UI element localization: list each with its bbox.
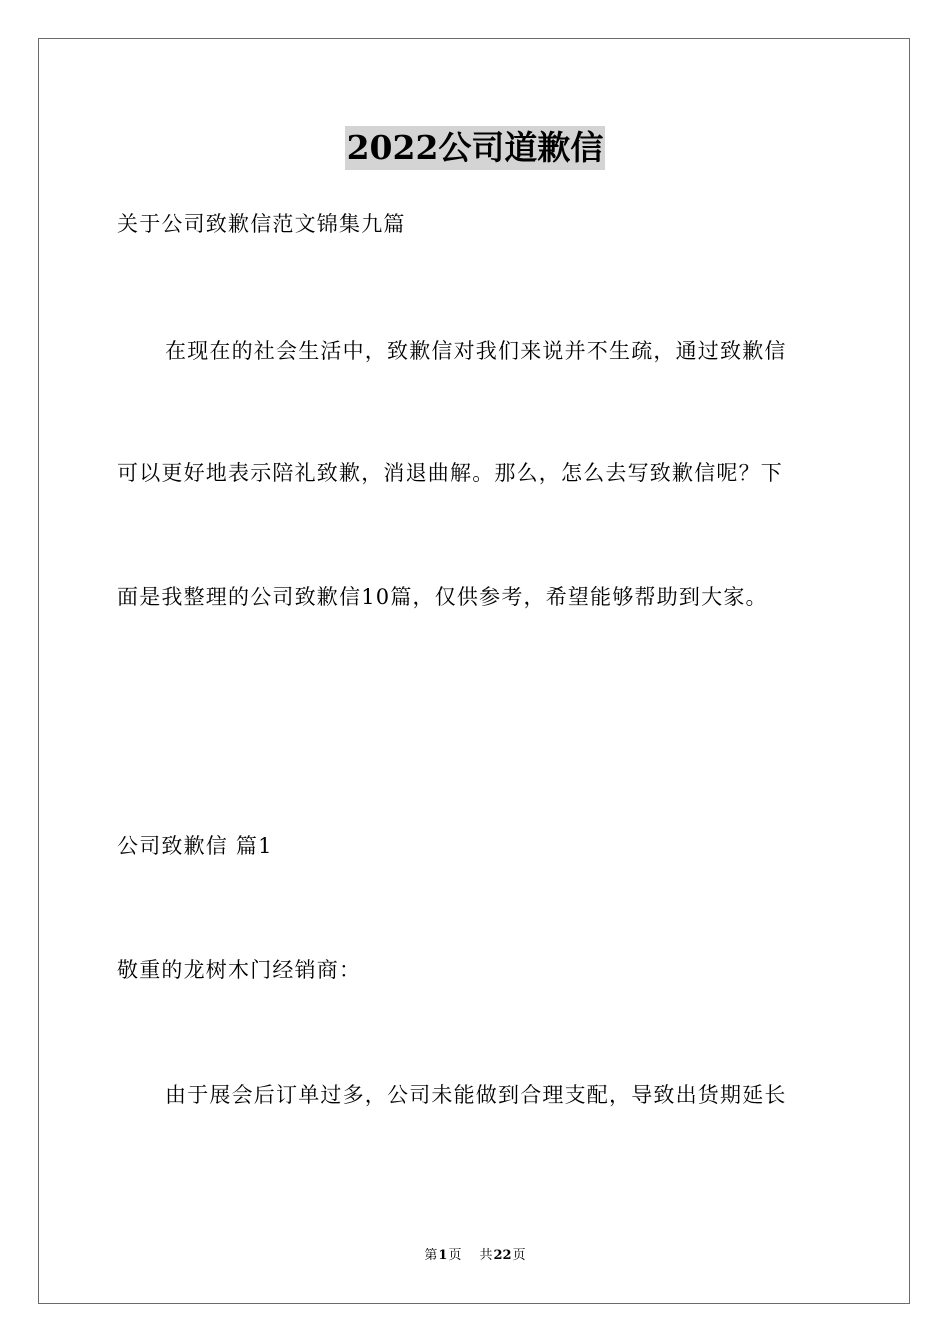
total-pages: 22 xyxy=(493,1248,512,1263)
page-number: 1 xyxy=(438,1248,448,1263)
section-heading: 公司致歉信 篇1 xyxy=(117,834,273,858)
page-footer xyxy=(0,1247,950,1265)
total-suffix: 页 xyxy=(512,1248,526,1263)
document-title: 2022公司道歉信 xyxy=(345,126,606,170)
subtitle: 关于公司致歉信范文锦集九篇 xyxy=(117,212,406,236)
page-suffix: 页 xyxy=(448,1248,462,1263)
total-prefix: 共 xyxy=(479,1248,493,1263)
intro-line-3: 面是我整理的公司致歉信10篇，仅供参考，希望能够帮助到大家。 xyxy=(117,585,768,609)
page-prefix: 第 xyxy=(424,1248,438,1263)
salutation: 敬重的龙树木门经销商： xyxy=(117,958,362,982)
body-line-1: 由于展会后订单过多，公司未能做到合理支配，导致出货期延长 xyxy=(165,1083,787,1107)
intro-line-1: 在现在的社会生活中，致歉信对我们来说并不生疏，通过致歉信 xyxy=(165,339,787,363)
title-container xyxy=(0,126,950,170)
intro-line-2: 可以更好地表示陪礼致歉，消退曲解。那么，怎么去写致歉信呢？下 xyxy=(117,461,783,485)
